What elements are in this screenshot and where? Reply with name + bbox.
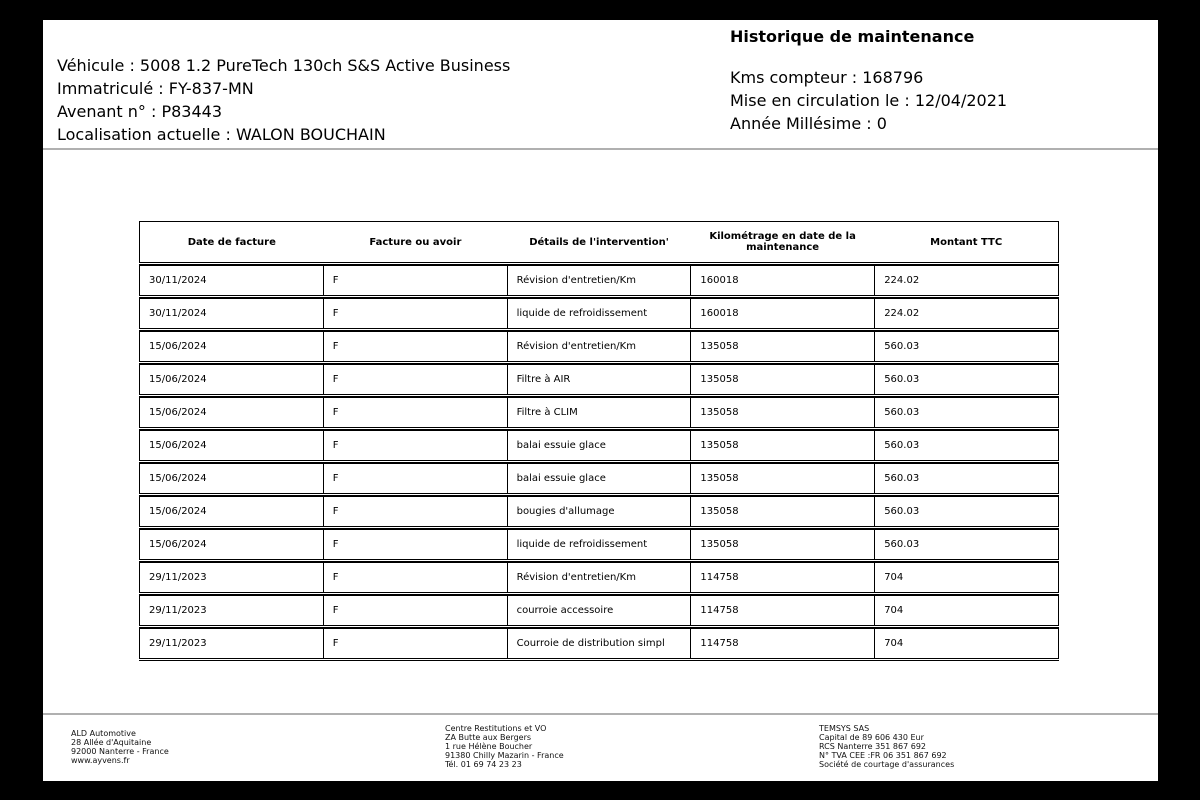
footer-line: TEMSYS SAS bbox=[819, 724, 870, 733]
cell-date: 30/11/2024 bbox=[149, 275, 207, 286]
registration-date-line: Mise en circulation le : 12/04/2021 bbox=[730, 91, 1008, 110]
cell-date: 29/11/2023 bbox=[149, 605, 207, 616]
footer-company-address bbox=[71, 729, 169, 765]
model-year-line: Année Millésime : 0 bbox=[730, 114, 887, 133]
cell-mileage: 114758 bbox=[690, 629, 874, 658]
column-header-mileage: Kilométrage en date de la maintenance bbox=[709, 231, 856, 253]
cell-type: F bbox=[323, 464, 507, 493]
cell-date: 15/06/2024 bbox=[149, 374, 207, 385]
cell-details: courroie accessoire bbox=[507, 596, 691, 625]
footer-line: www.ayvens.fr bbox=[71, 756, 130, 765]
cell-amount: 560.03 bbox=[874, 365, 1058, 394]
table-row bbox=[139, 298, 1059, 329]
cell-details: Révision d'entretien/Km bbox=[507, 563, 691, 592]
cell-date: 15/06/2024 bbox=[149, 341, 207, 352]
column-header-amount: Montant TTC bbox=[930, 236, 1003, 248]
cell-date: 15/06/2024 bbox=[149, 407, 207, 418]
column-header-type: Facture ou avoir bbox=[369, 236, 462, 248]
cell-amount: 224.02 bbox=[874, 299, 1058, 328]
table-row bbox=[139, 496, 1059, 527]
table-row bbox=[139, 364, 1059, 395]
footer-line: Centre Restitutions et VO bbox=[445, 724, 547, 733]
column-header-date: Date de facture bbox=[187, 236, 276, 248]
footer-line: Société de courtage d'assurances bbox=[819, 760, 955, 769]
cell-mileage: 135058 bbox=[690, 365, 874, 394]
footer-line: N° TVA CEE :FR 06 351 867 692 bbox=[819, 751, 947, 760]
cell-amount: 560.03 bbox=[874, 431, 1058, 460]
column-header-details: Détails de l'intervention' bbox=[529, 236, 669, 248]
cell-mileage: 135058 bbox=[690, 332, 874, 361]
cell-type: F bbox=[323, 398, 507, 427]
footer-line: 28 Allée d'Aquitaine bbox=[71, 738, 152, 747]
cell-date: 29/11/2023 bbox=[149, 572, 207, 583]
cell-mileage: 160018 bbox=[690, 266, 874, 295]
cell-amount: 560.03 bbox=[874, 530, 1058, 559]
cell-mileage: 160018 bbox=[690, 299, 874, 328]
cell-amount: 560.03 bbox=[874, 398, 1058, 427]
footer-divider bbox=[43, 713, 1158, 715]
cell-type: F bbox=[323, 563, 507, 592]
cell-details: Filtre à AIR bbox=[507, 365, 691, 394]
footer-restitution-center bbox=[445, 724, 564, 769]
table-row bbox=[139, 529, 1059, 560]
footer-line: ZA Butte aux Bergers bbox=[445, 733, 532, 742]
table-row bbox=[139, 595, 1059, 626]
cell-details: liquide de refroidissement bbox=[507, 530, 691, 559]
table-row bbox=[139, 397, 1059, 428]
cell-details: balai essuie glace bbox=[507, 431, 691, 460]
cell-mileage: 135058 bbox=[690, 530, 874, 559]
cell-type: F bbox=[323, 497, 507, 526]
table-row bbox=[139, 463, 1059, 494]
table-header-row bbox=[139, 221, 1059, 263]
cell-amount: 704 bbox=[874, 596, 1058, 625]
cell-date: 15/06/2024 bbox=[149, 440, 207, 451]
amendment-line: Avenant n° : P83443 bbox=[57, 102, 223, 121]
table-row bbox=[139, 265, 1059, 296]
cell-date: 15/06/2024 bbox=[149, 473, 207, 484]
vehicle-info bbox=[57, 54, 510, 146]
footer-line: Tél. 01 69 74 23 23 bbox=[445, 760, 522, 769]
footer-line: ALD Automotive bbox=[71, 729, 136, 738]
document-page bbox=[43, 20, 1158, 781]
footer-line: Capital de 89 606 430 Eur bbox=[819, 733, 924, 742]
cell-date: 15/06/2024 bbox=[149, 539, 207, 550]
cell-details: Révision d'entretien/Km bbox=[507, 266, 691, 295]
cell-details: balai essuie glace bbox=[507, 464, 691, 493]
registration-line: Immatriculé : FY-837-MN bbox=[57, 79, 254, 98]
cell-amount: 560.03 bbox=[874, 497, 1058, 526]
cell-type: F bbox=[323, 629, 507, 658]
cell-type: F bbox=[323, 365, 507, 394]
maintenance-summary bbox=[730, 25, 1007, 135]
footer-legal-info bbox=[819, 724, 954, 769]
cell-mileage: 135058 bbox=[690, 431, 874, 460]
cell-date: 15/06/2024 bbox=[149, 506, 207, 517]
odometer-line: Kms compteur : 168796 bbox=[730, 68, 924, 87]
cell-date: 30/11/2024 bbox=[149, 308, 207, 319]
cell-amount: 704 bbox=[874, 629, 1058, 658]
page-title: Historique de maintenance bbox=[730, 27, 975, 46]
location-line: Localisation actuelle : WALON BOUCHAIN bbox=[57, 125, 386, 144]
cell-mileage: 135058 bbox=[690, 464, 874, 493]
table-row bbox=[139, 562, 1059, 593]
footer-line: 91380 Chilly Mazarin - France bbox=[445, 751, 564, 760]
cell-details: Filtre à CLIM bbox=[507, 398, 691, 427]
table-row bbox=[139, 628, 1059, 659]
cell-type: F bbox=[323, 299, 507, 328]
cell-mileage: 114758 bbox=[690, 563, 874, 592]
cell-amount: 224.02 bbox=[874, 266, 1058, 295]
footer-line: RCS Nanterre 351 867 692 bbox=[819, 742, 927, 751]
cell-type: F bbox=[323, 530, 507, 559]
cell-mileage: 114758 bbox=[690, 596, 874, 625]
cell-amount: 704 bbox=[874, 563, 1058, 592]
footer-line: 1 rue Hélène Boucher bbox=[445, 742, 533, 751]
footer-line: 92000 Nanterre - France bbox=[71, 747, 169, 756]
cell-details: Courroie de distribution simpl bbox=[507, 629, 691, 658]
cell-mileage: 135058 bbox=[690, 398, 874, 427]
cell-details: Révision d'entretien/Km bbox=[507, 332, 691, 361]
header-divider bbox=[43, 148, 1158, 150]
cell-date: 29/11/2023 bbox=[149, 638, 207, 649]
cell-amount: 560.03 bbox=[874, 464, 1058, 493]
cell-type: F bbox=[323, 431, 507, 460]
cell-details: liquide de refroidissement bbox=[507, 299, 691, 328]
cell-type: F bbox=[323, 332, 507, 361]
table-row bbox=[139, 331, 1059, 362]
maintenance-table bbox=[139, 221, 1059, 661]
table-row bbox=[139, 430, 1059, 461]
cell-amount: 560.03 bbox=[874, 332, 1058, 361]
cell-mileage: 135058 bbox=[690, 497, 874, 526]
cell-details: bougies d'allumage bbox=[507, 497, 691, 526]
cell-type: F bbox=[323, 596, 507, 625]
cell-type: F bbox=[323, 266, 507, 295]
vehicle-line: Véhicule : 5008 1.2 PureTech 130ch S&S Active Business bbox=[57, 56, 511, 75]
